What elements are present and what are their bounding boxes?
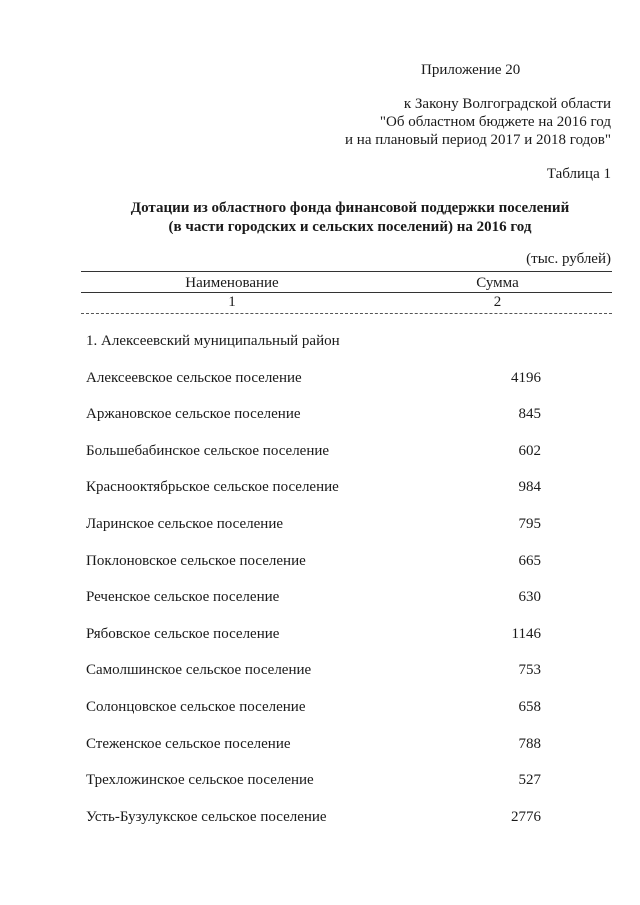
appendix-label: Приложение 20 — [421, 62, 521, 78]
table-header-rule — [81, 292, 612, 293]
row-name: Самолшинское сельское поселение — [86, 662, 312, 679]
row-sum: 658 — [518, 698, 541, 715]
row-name: Солонцовское сельское поселение — [86, 698, 306, 715]
table-row — [81, 553, 612, 590]
law-reference — [345, 95, 611, 149]
table-row — [81, 736, 612, 773]
row-sum: 845 — [518, 406, 541, 423]
table-row — [81, 479, 612, 516]
title-line-1: Дотации из областного фонда финансовой поддержки поселений — [130, 200, 570, 216]
table-top-rule — [81, 271, 612, 272]
table-row — [81, 443, 612, 480]
law-reference-line: к Закону Волгоградской области — [403, 96, 611, 112]
row-sum: 527 — [518, 772, 541, 789]
row-name: Аржановское сельское поселение — [86, 406, 301, 423]
table-row — [81, 662, 612, 699]
table-label: Таблица 1 — [546, 166, 611, 182]
section-title: 1. Алексеевский муниципальный район — [86, 333, 340, 349]
row-sum: 984 — [518, 479, 541, 496]
section-row — [81, 333, 612, 370]
title-line-2: (в части городских и сельских поселений) на 2016 год — [168, 219, 532, 235]
law-reference-line: и на плановый период 2017 и 2018 годов" — [345, 132, 611, 148]
row-name: Краснооктябрьское сельское поселение — [86, 479, 339, 496]
row-name: Поклоновское сельское поселение — [86, 552, 306, 569]
table-row — [81, 370, 612, 407]
units-label: (тыс. рублей) — [526, 251, 611, 267]
table-body — [81, 333, 612, 845]
row-name: Реченское сельское поселение — [86, 589, 280, 606]
column-header-name: Наименование — [185, 275, 279, 291]
row-sum: 665 — [518, 552, 541, 569]
column-number-name: 1 — [228, 294, 236, 310]
table-row — [81, 516, 612, 553]
row-sum: 2776 — [511, 808, 541, 825]
document-title — [80, 199, 620, 237]
row-name: Большебабинское сельское поселение — [86, 442, 330, 459]
row-name: Усть-Бузулукское сельское поселение — [86, 808, 327, 825]
table-row — [81, 772, 612, 809]
row-sum: 630 — [518, 589, 541, 606]
row-sum: 788 — [518, 735, 541, 752]
column-number-sum: 2 — [493, 294, 502, 310]
row-sum: 4196 — [511, 369, 541, 386]
table-numbers-rule — [81, 313, 612, 314]
row-sum: 1146 — [511, 625, 541, 642]
row-sum: 753 — [518, 662, 541, 679]
table-row — [81, 406, 612, 443]
law-reference-line: "Об областном бюджете на 2016 год — [379, 114, 611, 130]
table-row — [81, 589, 612, 626]
table-row — [81, 809, 612, 846]
row-name: Ларинское сельское поселение — [86, 515, 284, 532]
row-name: Трехложинское сельское поселение — [86, 772, 314, 789]
row-name: Стеженское сельское поселение — [86, 735, 291, 752]
row-sum: 602 — [518, 442, 541, 459]
table-row — [81, 699, 612, 736]
row-sum: 795 — [518, 515, 541, 532]
row-name: Алексеевское сельское поселение — [86, 369, 302, 386]
column-header-sum: Сумма — [476, 275, 519, 291]
row-name: Рябовское сельское поселение — [86, 625, 280, 642]
table-row — [81, 626, 612, 663]
